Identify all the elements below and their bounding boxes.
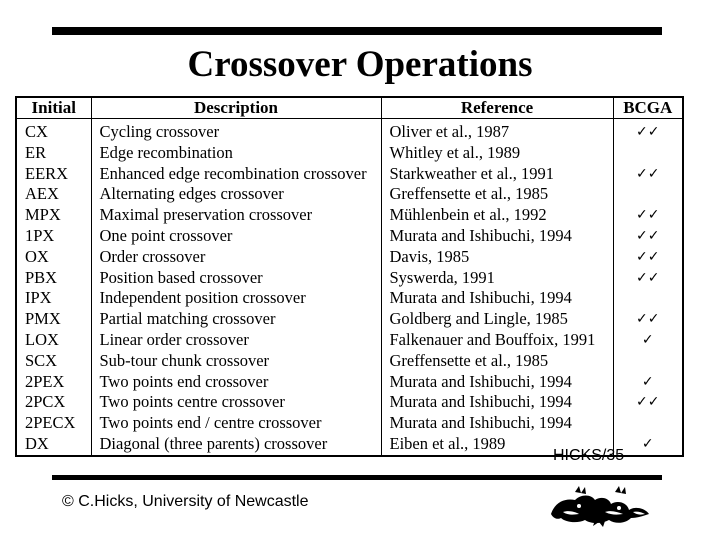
- table-row: [16, 247, 683, 268]
- cell-initial: EERX: [25, 163, 69, 183]
- cell-bcga: [613, 351, 683, 372]
- cell-reference: Murata and Ishibuchi, 1994: [381, 413, 613, 434]
- page-title: Crossover Operations: [187, 44, 533, 85]
- cell-reference: Murata and Ishibuchi, 1994: [381, 392, 613, 413]
- table-row: [16, 119, 683, 143]
- cell-initial: ER: [25, 142, 47, 162]
- cell-description: Diagonal (three parents) crossover: [91, 434, 381, 456]
- cell-initial: 2PCX: [25, 392, 66, 412]
- cell-initial: 1PX: [25, 225, 55, 245]
- cell-bcga: ✓✓: [613, 392, 683, 413]
- heraldic-seahorse-logo-icon: [545, 484, 657, 528]
- cell-bcga: ✓✓: [613, 309, 683, 330]
- cell-bcga: ✓: [613, 330, 683, 351]
- cell-reference: Goldberg and Lingle, 1985: [381, 309, 613, 330]
- cell-bcga: [613, 143, 683, 164]
- table-header-row: [16, 97, 683, 119]
- table-row: [16, 413, 683, 434]
- cell-reference: Falkenauer and Bouffoix, 1991: [381, 330, 613, 351]
- cell-bcga: ✓✓: [613, 226, 683, 247]
- cell-reference: Davis, 1985: [381, 247, 613, 268]
- table-row: [16, 226, 683, 247]
- cell-reference: Mühlenbein et al., 1992: [381, 205, 613, 226]
- cell-initial: PMX: [25, 309, 61, 329]
- cell-description: Sub-tour chunk crossover: [91, 351, 381, 372]
- cell-reference: Greffensette et al., 1985: [381, 184, 613, 205]
- cell-description: Order crossover: [91, 247, 381, 268]
- cell-description: Partial matching crossover: [91, 309, 381, 330]
- cell-bcga: ✓✓: [613, 205, 683, 226]
- cell-reference: Murata and Ishibuchi, 1994: [381, 226, 613, 247]
- cell-description: Enhanced edge recombination crossover: [91, 164, 381, 185]
- table-row: [16, 372, 683, 393]
- cell-initial: AEX: [25, 184, 59, 204]
- cell-reference: Greffensette et al., 1985: [381, 351, 613, 372]
- cell-bcga: ✓: [613, 434, 683, 456]
- slide-number: HICKS/35: [553, 447, 625, 464]
- top-divider: [52, 27, 662, 35]
- cell-initial: DX: [25, 433, 49, 453]
- cell-initial: SCX: [25, 350, 58, 370]
- cell-initial: CX: [25, 122, 48, 141]
- cell-description: Alternating edges crossover: [91, 184, 381, 205]
- cell-description: Edge recombination: [91, 143, 381, 164]
- header-reference: Reference: [381, 97, 613, 119]
- cell-initial: 2PEX: [25, 371, 65, 391]
- cell-bcga: ✓✓: [613, 164, 683, 185]
- header-description: Description: [91, 97, 381, 119]
- cell-reference: Oliver et al., 1987: [381, 119, 613, 143]
- cell-description: One point crossover: [91, 226, 381, 247]
- cell-reference: Murata and Ishibuchi, 1994: [381, 372, 613, 393]
- cell-description: Position based crossover: [91, 268, 381, 289]
- cell-description: Two points end crossover: [91, 372, 381, 393]
- table-row: [16, 205, 683, 226]
- crossover-table: [15, 96, 684, 457]
- cell-reference: Whitley et al., 1989: [381, 143, 613, 164]
- table-row: [16, 330, 683, 351]
- table-row: [16, 309, 683, 330]
- cell-description: Two points end / centre crossover: [91, 413, 381, 434]
- bottom-divider: [52, 475, 662, 480]
- cell-initial: 2PECX: [25, 413, 76, 433]
- header-bcga: BCGA: [613, 97, 683, 119]
- cell-initial: MPX: [25, 205, 61, 225]
- cell-reference: Eiben et al., 1989: [381, 434, 613, 456]
- header-initial: Initial: [16, 97, 91, 119]
- cell-description: Linear order crossover: [91, 330, 381, 351]
- table-row: [16, 351, 683, 372]
- cell-bcga: ✓✓: [613, 247, 683, 268]
- cell-reference: Starkweather et al., 1991: [381, 164, 613, 185]
- footer-copyright: © C.Hicks, University of Newcastle: [62, 493, 309, 510]
- cell-bcga: ✓✓: [613, 268, 683, 289]
- cell-reference: Murata and Ishibuchi, 1994: [381, 288, 613, 309]
- table-row: [16, 288, 683, 309]
- cell-description: Cycling crossover: [91, 119, 381, 143]
- table-row: [16, 184, 683, 205]
- cell-bcga: ✓✓: [613, 119, 683, 143]
- cell-bcga: [613, 288, 683, 309]
- cell-initial: PBX: [25, 267, 58, 287]
- cell-bcga: ✓: [613, 372, 683, 393]
- cell-description: Independent position crossover: [91, 288, 381, 309]
- table-row: [16, 164, 683, 185]
- table-row: [16, 392, 683, 413]
- table-row: [16, 143, 683, 164]
- table-row: [16, 268, 683, 289]
- cell-initial: OX: [25, 246, 49, 266]
- cell-description: Two points centre crossover: [91, 392, 381, 413]
- cell-reference: Syswerda, 1991: [381, 268, 613, 289]
- table-body: [16, 119, 683, 456]
- cell-description: Maximal preservation crossover: [91, 205, 381, 226]
- cell-bcga: [613, 184, 683, 205]
- cell-initial: LOX: [25, 329, 59, 349]
- cell-initial: IPX: [25, 288, 52, 308]
- cell-bcga: [613, 413, 683, 434]
